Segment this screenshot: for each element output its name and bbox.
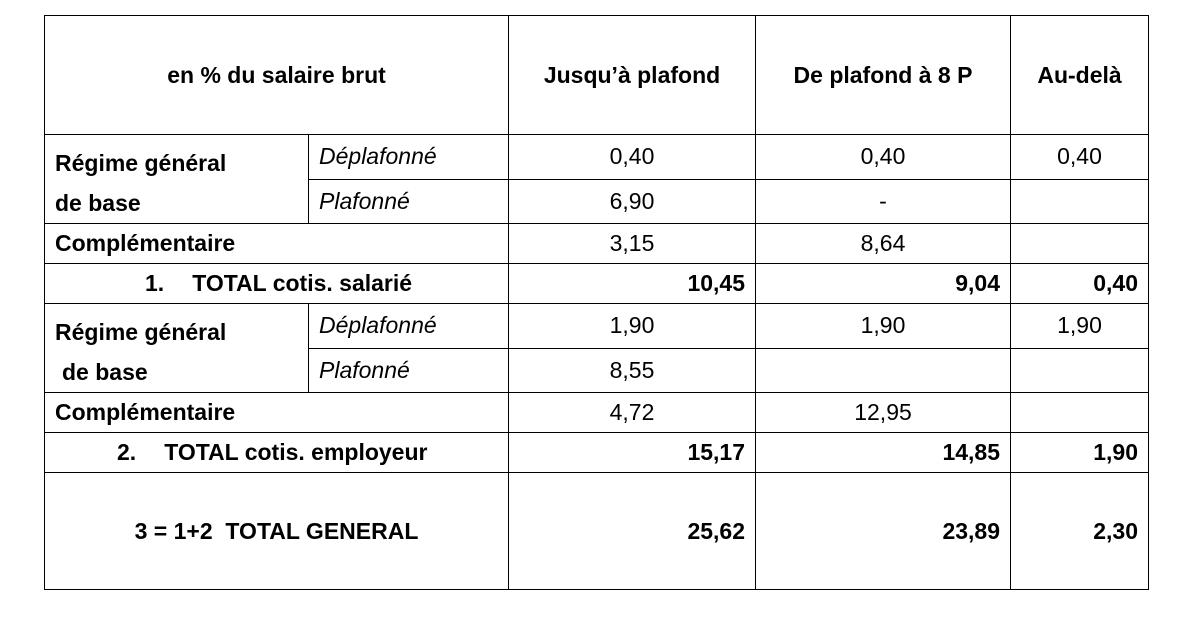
- salarie-complementaire-label: Complémentaire: [45, 224, 509, 264]
- total-salarie-number: 1.: [145, 270, 165, 296]
- total-salarie-label: [45, 264, 509, 304]
- salarie-deplafonne-v1: 0,40: [509, 135, 756, 180]
- header-col-de-plafond-a-8p: De plafond à 8 P: [756, 16, 1011, 135]
- total-employeur-label: [45, 433, 509, 473]
- employeur-complementaire-v2: 12,95: [756, 393, 1011, 433]
- table-row: [45, 393, 1149, 433]
- employeur-complementaire-v3: [1011, 393, 1149, 433]
- salarie-complementaire-v3: [1011, 224, 1149, 264]
- total-general-v1: 25,62: [509, 473, 756, 590]
- total-employeur-row: [45, 433, 1149, 473]
- header-row: [45, 16, 1149, 135]
- total-general-v2: 23,89: [756, 473, 1011, 590]
- table-row: [45, 304, 1149, 349]
- total-salarie-text: TOTAL cotis. salarié: [192, 270, 413, 296]
- employeur-plafonne-v1: 8,55: [509, 348, 756, 393]
- employeur-deplafonne-v2: 1,90: [756, 304, 1011, 349]
- table-row: [45, 224, 1149, 264]
- employeur-regime-general-label: [45, 304, 309, 393]
- employeur-complementaire-label: Complémentaire: [45, 393, 509, 433]
- total-salarie-v2: 9,04: [756, 264, 1011, 304]
- salarie-deplafonne-v2: 0,40: [756, 135, 1011, 180]
- total-salarie-v1: 10,45: [509, 264, 756, 304]
- total-employeur-v3: 1,90: [1011, 433, 1149, 473]
- salarie-deplafonne-v3: 0,40: [1011, 135, 1149, 180]
- header-col-au-dela: Au-delà: [1011, 16, 1149, 135]
- salarie-plafonne-v2: -: [756, 179, 1011, 224]
- employeur-deplafonne-v3: 1,90: [1011, 304, 1149, 349]
- employeur-complementaire-v1: 4,72: [509, 393, 756, 433]
- salarie-plafonne-v1: 6,90: [509, 179, 756, 224]
- employeur-plafonne-v3: [1011, 348, 1149, 393]
- salarie-plafonne-label: Plafonné: [309, 179, 509, 224]
- salarie-plafonne-v3: [1011, 179, 1149, 224]
- employeur-deplafonne-label: Déplafonné: [309, 304, 509, 349]
- salarie-complementaire-v2: 8,64: [756, 224, 1011, 264]
- total-employeur-v2: 14,85: [756, 433, 1011, 473]
- total-salarie-row: [45, 264, 1149, 304]
- salarie-complementaire-v1: 3,15: [509, 224, 756, 264]
- employeur-plafonne-label: Plafonné: [309, 348, 509, 393]
- total-employeur-number: 2.: [117, 439, 137, 465]
- regime-line2: de base: [55, 190, 141, 216]
- regime-line1: Régime général: [55, 319, 227, 345]
- table-row: [45, 135, 1149, 180]
- total-general-label: 3 = 1+2 TOTAL GENERAL: [45, 473, 509, 590]
- total-general-row: [45, 473, 1149, 590]
- header-label: en % du salaire brut: [45, 16, 509, 135]
- employeur-deplafonne-v1: 1,90: [509, 304, 756, 349]
- total-employeur-text: TOTAL cotis. employeur: [164, 439, 428, 465]
- cotisations-table: [44, 15, 1149, 590]
- regime-line2: de base: [62, 359, 148, 385]
- regime-line1: Régime général: [55, 150, 227, 176]
- total-general-v3: 2,30: [1011, 473, 1149, 590]
- salarie-deplafonne-label: Déplafonné: [309, 135, 509, 180]
- total-salarie-v3: 0,40: [1011, 264, 1149, 304]
- salarie-regime-general-label: [45, 135, 309, 224]
- header-col-jusqu-a-plafond: Jusqu’à plafond: [509, 16, 756, 135]
- employeur-plafonne-v2: [756, 348, 1011, 393]
- total-employeur-v1: 15,17: [509, 433, 756, 473]
